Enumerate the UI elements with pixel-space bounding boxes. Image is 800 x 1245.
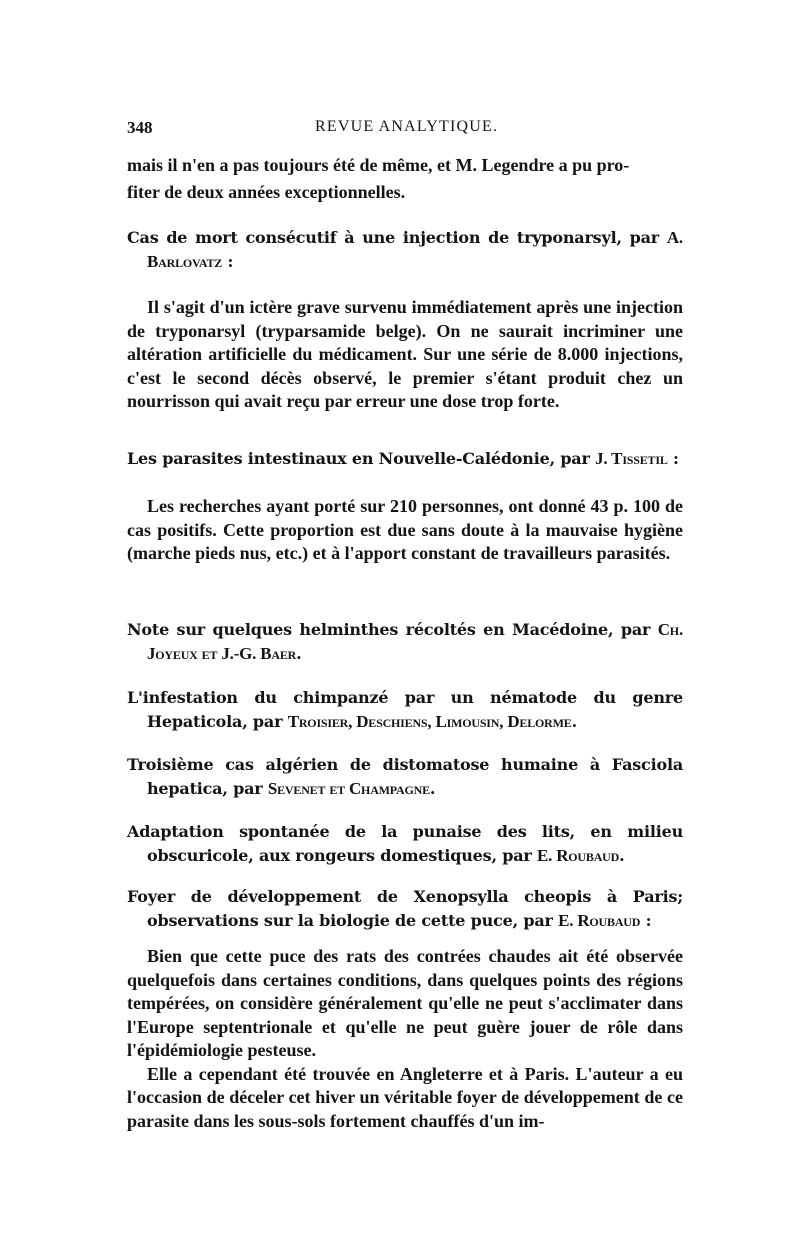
entry-title-text: Les parasites intestinaux en Nouvelle-Calédonie [127, 449, 550, 468]
page-header [127, 118, 683, 142]
running-title: REVUE ANALYTIQUE. [315, 118, 499, 135]
entry-title [127, 447, 683, 471]
entry-authors: Ch. Joyeux et J.-G. Baer [147, 620, 683, 663]
entry-authors: A. Barlovatz [147, 228, 683, 271]
entry-separator: , par [222, 779, 263, 798]
entry-punaise-des-lits [127, 820, 683, 868]
entry-authors: J. Tissetil [595, 449, 668, 468]
entry-title-text: L'infestation du chimpanzé par un nématode du genre Hepaticola [127, 688, 683, 731]
entry-end: . [571, 712, 577, 731]
entry-title [127, 618, 683, 666]
entry-authors: Sevenet et Champagne [267, 779, 430, 798]
entry-separator: , par [608, 620, 651, 639]
entry-separator: , par [549, 449, 590, 468]
entry-end: . [296, 644, 302, 663]
entry-authors: Troisier, Deschiens, Limousin, Delorme [287, 712, 572, 731]
entry-authors: E. Roubaud [536, 846, 620, 865]
entry-end: : [640, 911, 652, 930]
continuation-line: mais il n'en a pas toujours été de même, et M. Legendre a pu pro- [127, 155, 630, 175]
abstract-paragraph: Elle a cependant été trouvée en Angleterre et à Paris. L'auteur a eu l'occasion de déceler cet hiver un véritable foyer de développement de ce parasite dans les sous-sols fortement chauffés d'un im- [127, 1063, 683, 1131]
entry-helminthes-macedoine [127, 618, 683, 666]
entry-title-text: Adaptation spontanée de la punaise des lits, en milieu obscuricole, aux rongeurs domestiques [127, 822, 683, 865]
abstract-paragraph: Les recherches ayant porté sur 210 personnes, ont donné 43 p. 100 de cas positifs. Cette proportion est due sans doute à la mauvaise hygiène (marche pieds nus, etc.) et à l'apport constant de travailleurs parasités. [127, 496, 683, 563]
entry-title [127, 686, 683, 734]
entry-separator: , par [512, 911, 553, 930]
entry-xenopsylla [127, 885, 683, 1133]
entry-end: : [222, 252, 234, 271]
entry-title-text: Troisième cas algérien de distomatose humaine à Fasciola hepatica [127, 755, 683, 798]
abstract-paragraph: Il s'agit d'un ictère grave survenu immédiatement après une injection de tryponarsyl (tryparsamide belge). On ne saurait incriminer une altération artificielle du médicament. Sur une série de 8.000 injections, c'est le second décès observé, le premier s'étant produit chez un nourrisson qui avait reçu par erreur une dose trop forte. [127, 297, 683, 411]
entry-title-text: Cas de mort consécutif à une injection de tryponarsyl [127, 228, 617, 247]
entry-title-text: Note sur quelques helminthes récoltés en Macédoine [127, 620, 609, 639]
entry-chimpanze-hepaticola [127, 686, 683, 734]
entry-title [127, 820, 683, 868]
entry-tryponarsyl [127, 226, 683, 414]
entry-title-text: Foyer de développement de Xenopsylla cheopis à Paris; observations sur la biologie de cette puce [127, 887, 683, 930]
entry-abstract [127, 296, 683, 414]
abstract-paragraph: Bien que cette puce des rats des contrées chaudes ait été observée quelquefois dans certaines conditions, dans quelques points des régions tempérées, on considère généralement qu'elle ne peut s'acclimater dans l'Europe septentrionale et qu'elle ne peut guère jouer de rôle dans l'épidémiologie pesteuse. [127, 946, 683, 1060]
entry-title [127, 226, 683, 274]
entry-title [127, 885, 683, 933]
entry-distomatose [127, 753, 683, 801]
continuation-line: fiter de deux années exceptionnelles. [127, 182, 406, 202]
entry-abstract [127, 945, 683, 1133]
entry-authors: E. Roubaud [558, 911, 641, 930]
entry-separator: , par [491, 846, 532, 865]
entry-title [127, 753, 683, 801]
entry-separator: , par [616, 228, 660, 247]
page-number: 348 [127, 118, 153, 137]
entry-parasites-caledonie [127, 447, 683, 566]
entry-separator: , par [242, 712, 283, 731]
continuation-paragraph [127, 152, 683, 206]
entry-end: : [667, 449, 679, 468]
entry-abstract [127, 495, 683, 566]
entry-end: . [619, 846, 625, 865]
entry-end: . [429, 779, 436, 798]
